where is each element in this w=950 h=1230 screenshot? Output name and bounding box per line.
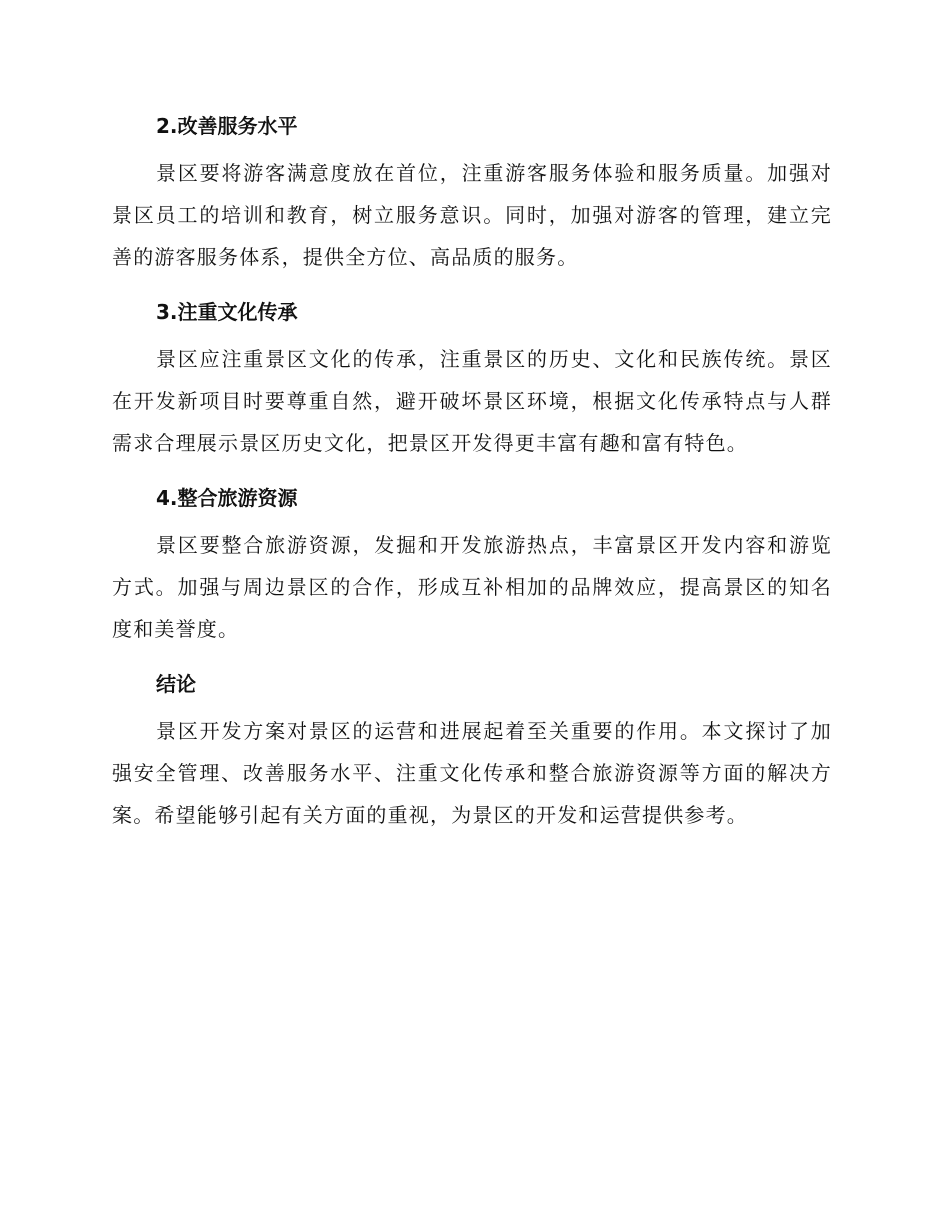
section-heading-conclusion: 结论 [156, 672, 196, 696]
section-paragraph-cultural-heritage: 景区应注重景区文化的传承，注重景区的历史、文化和民族传统。景区在开发新项目时要尊重自然，避开破坏景区环境，根据文化传承特点与人群需求合理展示景区历史文化，把景区开发得更丰富有趣和富有特色。 [112, 347, 832, 455]
section-heading-improve-service: 2.改善服务水平 [156, 114, 298, 138]
section-heading-integrate-resources: 4.整合旅游资源 [156, 486, 298, 510]
section-paragraph-improve-service: 景区要将游客满意度放在首位，注重游客服务体验和服务质量。加强对景区员工的培训和教育，树立服务意识。同时，加强对游客的管理，建立完善的游客服务体系，提供全方位、高品质的服务。 [112, 161, 832, 269]
document-body [112, 104, 832, 848]
section-paragraph-conclusion: 景区开发方案对景区的运营和进展起着至关重要的作用。本文探讨了加强安全管理、改善服务水平、注重文化传承和整合旅游资源等方面的解决方案。希望能够引起有关方面的重视，为景区的开发和运营提供参考。 [112, 719, 832, 827]
section-paragraph-integrate-resources: 景区要整合旅游资源，发掘和开发旅游热点，丰富景区开发内容和游览方式。加强与周边景区的合作，形成互补相加的品牌效应，提高景区的知名度和美誉度。 [112, 533, 832, 641]
section-heading-cultural-heritage: 3.注重文化传承 [156, 300, 298, 324]
